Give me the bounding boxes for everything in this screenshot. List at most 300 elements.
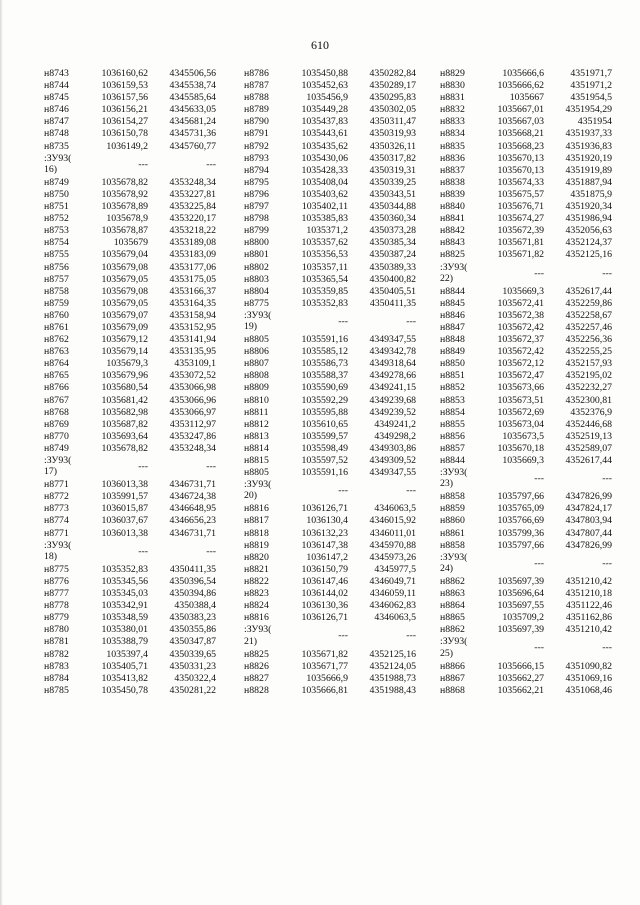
point-id: н8751: [44, 201, 69, 213]
y-coordinate: 4351971,2: [570, 80, 612, 92]
y-coordinate: 4351920,34: [565, 201, 612, 213]
point-id: н8750: [44, 188, 69, 200]
point-id: н8845: [440, 297, 465, 309]
point-id: н8770: [44, 430, 69, 442]
y-coordinate: 4351986,94: [565, 213, 612, 225]
x-coordinate: ---: [138, 158, 148, 170]
x-coordinate: 1035673,51: [497, 394, 544, 406]
y-coordinate: 4352300,81: [565, 394, 612, 406]
point-id: н8842: [440, 225, 465, 237]
y-coordinate: 4350302,05: [369, 104, 416, 116]
y-coordinate: 4345506,56: [169, 68, 216, 79]
y-coordinate: 4349278,66: [369, 370, 416, 382]
x-coordinate: 1035678,87: [101, 225, 148, 237]
x-coordinate: 1035413,82: [101, 672, 148, 684]
y-coordinate: 4353166,37: [169, 285, 216, 297]
y-coordinate: 4353152,95: [169, 321, 216, 333]
x-coordinate: 1035403,62: [301, 188, 348, 200]
x-coordinate: 1035380,01: [101, 624, 148, 636]
x-coordinate: 1035680,54: [101, 382, 148, 394]
point-id: н8766: [44, 382, 69, 394]
x-coordinate: 1035356,53: [301, 249, 348, 261]
y-coordinate: 4350347,87: [169, 636, 216, 648]
y-coordinate: 4349241,15: [369, 382, 416, 394]
x-coordinate: 1035435,62: [301, 140, 348, 152]
x-coordinate: 1036147,2: [306, 551, 348, 563]
x-coordinate: 1035592,29: [301, 394, 348, 406]
y-coordinate: 4351210,42: [565, 624, 612, 636]
x-coordinate: 1035679,96: [101, 370, 148, 382]
x-coordinate: 1036156,21: [101, 104, 148, 116]
point-id: н8806: [244, 346, 269, 358]
x-coordinate: 1035697,39: [497, 624, 544, 636]
y-coordinate: 4351937,33: [565, 128, 612, 140]
y-coordinate: 4347824,17: [565, 503, 612, 515]
point-id: н8809: [244, 382, 269, 394]
point-id: н8805: [244, 467, 269, 479]
x-coordinate: 1035670,18: [497, 442, 544, 454]
point-id: н8860: [440, 515, 465, 527]
point-id: н8757: [44, 273, 69, 285]
point-id: н8825: [440, 249, 465, 261]
point-id: н8790: [244, 116, 269, 128]
x-coordinate: 1036154,27: [101, 116, 148, 128]
x-coordinate: 1035365,54: [301, 273, 348, 285]
x-coordinate: 1035402,11: [301, 201, 348, 213]
y-coordinate: 4349318,64: [369, 358, 416, 370]
point-id: н8849: [440, 346, 465, 358]
x-coordinate: 1035672,37: [497, 334, 544, 346]
point-id: н8815: [244, 455, 269, 466]
x-coordinate: 1035405,71: [101, 660, 148, 672]
x-coordinate: 1035679,12: [101, 334, 148, 346]
page-number: 610: [311, 38, 329, 52]
x-coordinate: 1035679,05: [101, 297, 148, 309]
y-coordinate: 4345585,64: [169, 92, 216, 104]
x-coordinate: 1035599,57: [301, 430, 348, 442]
x-coordinate: 1035673,5: [502, 430, 544, 442]
x-coordinate: 1035449,28: [301, 104, 348, 116]
point-id: н8831: [440, 92, 465, 104]
point-id: н8771: [44, 479, 69, 491]
y-coordinate: 4352257,46: [565, 321, 612, 333]
point-id: н8749: [44, 176, 69, 188]
y-coordinate: 4351954: [577, 116, 612, 128]
y-coordinate: 4352258,67: [565, 309, 612, 321]
y-coordinate: 4350385,34: [369, 237, 416, 249]
point-id: н8853: [440, 394, 465, 406]
x-coordinate: ---: [534, 557, 544, 569]
y-coordinate: 4353248,34: [169, 176, 216, 188]
x-coordinate: 1035681,42: [101, 394, 148, 406]
point-id: н8760: [44, 309, 69, 321]
y-coordinate: 4351887,94: [565, 176, 612, 188]
x-coordinate: 1035359,85: [301, 285, 348, 297]
point-id: н8744: [44, 80, 69, 92]
y-coordinate: 4350400,82: [369, 273, 416, 285]
y-coordinate: ---: [406, 485, 416, 497]
x-coordinate: ---: [138, 545, 148, 557]
x-coordinate: 1035670,13: [497, 164, 544, 176]
x-coordinate: 1035668,21: [497, 128, 544, 140]
x-coordinate: 1035674,27: [497, 213, 544, 225]
point-id: н8784: [44, 672, 69, 684]
x-coordinate: 1036157,56: [101, 92, 148, 104]
y-coordinate: 4346063,5: [374, 503, 416, 515]
y-coordinate: 4353177,06: [169, 261, 216, 273]
parcel-label: :ЗУ93( 20): [244, 479, 272, 502]
y-coordinate: 4350355,86: [169, 624, 216, 636]
x-coordinate: 1036132,23: [301, 527, 348, 539]
x-coordinate: ---: [534, 267, 544, 279]
y-coordinate: 4350282,84: [369, 68, 416, 79]
y-coordinate: 4353066,97: [169, 406, 216, 418]
point-id: н8778: [44, 600, 69, 612]
point-id: н8861: [440, 527, 465, 539]
x-coordinate: 1035667: [509, 92, 544, 104]
point-id: н8828: [244, 684, 269, 696]
y-coordinate: 4349309,52: [369, 455, 416, 466]
point-id: н8810: [244, 394, 269, 406]
point-id: н8811: [244, 406, 269, 418]
y-coordinate: 4352256,36: [565, 334, 612, 346]
y-coordinate: 4353072,52: [169, 370, 216, 382]
y-coordinate: 4350339,65: [169, 648, 216, 660]
point-id: н8772: [44, 491, 69, 503]
point-id: н8795: [244, 176, 269, 188]
y-coordinate: 4346011,01: [369, 527, 416, 539]
x-coordinate: 1035766,69: [497, 515, 544, 527]
x-coordinate: 1036013,38: [101, 479, 148, 491]
y-coordinate: ---: [602, 267, 612, 279]
y-coordinate: 4352259,86: [565, 297, 612, 309]
point-id: н8756: [44, 261, 69, 273]
y-coordinate: 4346063,5: [374, 612, 416, 624]
point-id: н8782: [44, 648, 69, 660]
x-coordinate: 1036130,4: [306, 515, 348, 527]
point-id: н8825: [244, 648, 269, 660]
parcel-label: :ЗУ93( 16): [44, 152, 72, 175]
x-coordinate: 1035675,57: [497, 188, 544, 200]
y-coordinate: ---: [602, 642, 612, 654]
parcel-label: :ЗУ93( 19): [244, 309, 272, 333]
point-id: н8768: [44, 406, 69, 418]
x-coordinate: 1035765,09: [497, 503, 544, 515]
x-coordinate: 1035669,3: [502, 455, 544, 466]
y-coordinate: 4346648,95: [169, 503, 216, 515]
y-coordinate: 4349342,78: [369, 346, 416, 358]
point-id: н8855: [440, 418, 465, 430]
x-coordinate: 1035371,2: [306, 225, 348, 237]
x-coordinate: 1035679,09: [101, 321, 148, 333]
y-coordinate: 4347803,94: [565, 515, 612, 527]
y-coordinate: 4351068,46: [565, 684, 612, 696]
point-id: н8771: [44, 527, 69, 539]
y-coordinate: 4352446,68: [565, 418, 612, 430]
y-coordinate: 4353158,94: [169, 309, 216, 321]
x-coordinate: 1035586,73: [301, 358, 348, 370]
point-id: н8848: [440, 334, 465, 346]
y-coordinate: 4346015,92: [369, 515, 416, 527]
point-id: н8773: [44, 503, 69, 515]
point-id: н8841: [440, 213, 465, 225]
y-coordinate: 4353183,09: [169, 249, 216, 261]
parcel-label: :ЗУ93( 24): [440, 551, 468, 574]
point-id: н8761: [44, 321, 69, 333]
point-id: н8857: [440, 442, 465, 454]
x-coordinate: 1035672,42: [497, 346, 544, 358]
x-coordinate: 1035671,82: [301, 648, 348, 660]
y-coordinate: 4351954,5: [570, 92, 612, 104]
x-coordinate: 1035357,11: [301, 261, 348, 273]
y-coordinate: 4345970,88: [369, 539, 416, 551]
x-coordinate: 1035430,06: [301, 152, 348, 164]
parcel-label: :ЗУ93( 25): [440, 636, 468, 659]
y-coordinate: ---: [206, 545, 216, 557]
y-coordinate: 4346059,11: [369, 588, 416, 600]
x-coordinate: 1035679,08: [101, 261, 148, 273]
y-coordinate: 4350319,93: [369, 128, 416, 140]
point-id: н8788: [244, 92, 269, 104]
y-coordinate: 4347826,99: [565, 539, 612, 551]
x-coordinate: 1035591,16: [301, 334, 348, 346]
y-coordinate: 4347807,44: [565, 527, 612, 539]
x-coordinate: 1035595,88: [301, 406, 348, 418]
point-id: н8862: [440, 624, 465, 636]
y-coordinate: 4352589,07: [565, 442, 612, 454]
x-coordinate: 1035673,04: [497, 418, 544, 430]
point-id: н8804: [244, 285, 269, 297]
y-coordinate: 4352124,05: [369, 660, 416, 672]
point-id: н8813: [244, 430, 269, 442]
y-coordinate: 4353248,34: [169, 442, 216, 454]
x-coordinate: 1035437,83: [301, 116, 348, 128]
point-id: н8759: [44, 297, 69, 309]
point-id: н8767: [44, 394, 69, 406]
point-id: н8807: [244, 358, 269, 370]
x-coordinate: 1036015,87: [101, 503, 148, 515]
point-id: н8817: [244, 515, 269, 527]
point-id: н8847: [440, 321, 465, 333]
parcel-label: :ЗУ93( 18): [44, 539, 72, 562]
y-coordinate: 4353135,95: [169, 346, 216, 358]
point-id: н8863: [440, 588, 465, 600]
y-coordinate: 4351988,73: [369, 672, 416, 684]
y-coordinate: 4353112,97: [169, 418, 216, 430]
point-id: н8856: [440, 430, 465, 442]
x-coordinate: 1035697,39: [497, 575, 544, 587]
y-coordinate: 4350289,17: [369, 80, 416, 92]
y-coordinate: 4350388,4: [174, 600, 216, 612]
x-coordinate: 1036147,38: [301, 539, 348, 551]
y-coordinate: 4351210,42: [565, 575, 612, 587]
x-coordinate: 1035799,36: [497, 527, 544, 539]
y-coordinate: 4350411,35: [369, 297, 416, 309]
point-id: н8865: [440, 612, 465, 624]
y-coordinate: 4349241,2: [374, 418, 416, 430]
point-id: н8858: [440, 539, 465, 551]
point-id: н8840: [440, 201, 465, 213]
x-coordinate: 1035797,66: [497, 539, 544, 551]
x-coordinate: 1035666,9: [306, 672, 348, 684]
y-coordinate: 4353225,84: [169, 201, 216, 213]
x-coordinate: 1035668,23: [497, 140, 544, 152]
y-coordinate: 4349239,52: [369, 406, 416, 418]
point-id: н8816: [244, 612, 269, 624]
point-id: н8850: [440, 358, 465, 370]
y-coordinate: 4351936,83: [565, 140, 612, 152]
y-coordinate: 4346731,71: [169, 527, 216, 539]
y-coordinate: ---: [206, 461, 216, 472]
y-coordinate: 4352157,93: [565, 358, 612, 370]
x-coordinate: 1035671,82: [497, 249, 544, 261]
point-id: н8755: [44, 249, 69, 261]
x-coordinate: ---: [338, 630, 348, 642]
y-coordinate: 4350360,34: [369, 213, 416, 225]
point-id: н8785: [44, 684, 69, 696]
point-id: н8781: [44, 636, 69, 648]
y-coordinate: 4350319,31: [369, 164, 416, 176]
point-id: н8839: [440, 188, 465, 200]
point-id: н8786: [244, 68, 269, 79]
point-id: н8854: [440, 406, 465, 418]
x-coordinate: 1036150,79: [301, 563, 348, 575]
y-coordinate: 4353141,94: [169, 334, 216, 346]
x-coordinate: 1035678,9: [106, 213, 148, 225]
x-coordinate: 1035667,03: [497, 116, 544, 128]
x-coordinate: 1036013,38: [101, 527, 148, 539]
point-id: н8793: [244, 152, 269, 164]
x-coordinate: ---: [338, 315, 348, 327]
x-coordinate: 1036126,71: [301, 612, 348, 624]
x-coordinate: 1035679,07: [101, 309, 148, 321]
parcel-label: :ЗУ93( 23): [440, 467, 468, 490]
y-coordinate: 4349347,55: [369, 467, 416, 479]
y-coordinate: 4345760,77: [169, 140, 216, 152]
point-id: н8812: [244, 418, 269, 430]
point-id: н8802: [244, 261, 269, 273]
y-coordinate: 4350326,11: [369, 140, 416, 152]
x-coordinate: 1035670,13: [497, 152, 544, 164]
x-coordinate: 1035666,81: [301, 684, 348, 696]
x-coordinate: 1035408,04: [301, 176, 348, 188]
point-id: н8808: [244, 370, 269, 382]
x-coordinate: 1035672,38: [497, 309, 544, 321]
x-coordinate: ---: [534, 473, 544, 485]
x-coordinate: 1035348,59: [101, 612, 148, 624]
x-coordinate: 1035666,15: [497, 660, 544, 672]
x-coordinate: 1035610,65: [301, 418, 348, 430]
y-coordinate: 4351875,9: [570, 188, 612, 200]
x-coordinate: 1035676,71: [497, 201, 544, 213]
x-coordinate: 1035678,82: [101, 442, 148, 454]
x-coordinate: 1035679: [113, 237, 148, 249]
point-id: н8743: [44, 68, 69, 79]
point-id: н8780: [44, 624, 69, 636]
y-coordinate: 4350387,24: [369, 249, 416, 261]
point-id: н8792: [244, 140, 269, 152]
x-coordinate: 1035352,83: [101, 563, 148, 575]
point-id: н8775: [244, 297, 269, 309]
point-id: н8776: [44, 575, 69, 587]
y-coordinate: 4352519,13: [565, 430, 612, 442]
point-id: н8859: [440, 503, 465, 515]
point-id: н8852: [440, 382, 465, 394]
point-id: н8783: [44, 660, 69, 672]
y-coordinate: 4352125,16: [369, 648, 416, 660]
x-coordinate: 1035588,37: [301, 370, 348, 382]
x-coordinate: 1035669,3: [502, 285, 544, 297]
x-coordinate: 1035679,08: [101, 285, 148, 297]
point-id: н8746: [44, 104, 69, 116]
y-coordinate: 4352617,44: [565, 285, 612, 297]
y-coordinate: 4349347,55: [369, 334, 416, 346]
x-coordinate: 1036147,46: [301, 575, 348, 587]
point-id: н8821: [244, 563, 269, 575]
y-coordinate: 4349239,68: [369, 394, 416, 406]
x-coordinate: 1035687,82: [101, 418, 148, 430]
y-coordinate: 4351988,43: [369, 684, 416, 696]
parcel-label: :ЗУ93( 21): [244, 624, 272, 647]
y-coordinate: 4350317,82: [369, 152, 416, 164]
x-coordinate: 1035352,83: [301, 297, 348, 309]
x-coordinate: 1035682,98: [101, 406, 148, 418]
y-coordinate: 4352232,27: [565, 382, 612, 394]
x-coordinate: 1035672,41: [497, 297, 544, 309]
x-coordinate: 1036150,78: [101, 128, 148, 140]
x-coordinate: 1035598,49: [301, 442, 348, 454]
point-id: н8765: [44, 370, 69, 382]
point-id: н8834: [440, 128, 465, 140]
y-coordinate: ---: [602, 473, 612, 485]
point-id: н8769: [44, 418, 69, 430]
x-coordinate: 1035679,04: [101, 249, 148, 261]
point-id: н8832: [440, 104, 465, 116]
point-id: н8749: [44, 442, 69, 454]
x-coordinate: 1035450,78: [101, 684, 148, 696]
y-coordinate: 4351920,19: [565, 152, 612, 164]
point-id: н8822: [244, 575, 269, 587]
x-coordinate: 1035672,39: [497, 225, 544, 237]
x-coordinate: 1035597,52: [301, 455, 348, 466]
y-coordinate: 4350281,22: [169, 684, 216, 696]
y-coordinate: ---: [206, 158, 216, 170]
point-id: н8800: [244, 237, 269, 249]
y-coordinate: 4346062,83: [369, 600, 416, 612]
point-id: н8816: [244, 503, 269, 515]
point-id: н8827: [244, 672, 269, 684]
point-id: н8846: [440, 309, 465, 321]
point-id: н8762: [44, 334, 69, 346]
x-coordinate: 1036159,53: [101, 80, 148, 92]
point-id: н8789: [244, 104, 269, 116]
point-id: н8837: [440, 164, 465, 176]
y-coordinate: 4353227,81: [169, 188, 216, 200]
y-coordinate: 4353066,96: [169, 394, 216, 406]
point-id: н8805: [244, 334, 269, 346]
point-id: н8833: [440, 116, 465, 128]
x-coordinate: 1035666,62: [497, 80, 544, 92]
y-coordinate: 4351090,82: [565, 660, 612, 672]
y-coordinate: ---: [602, 557, 612, 569]
x-coordinate: 1035450,88: [301, 68, 348, 79]
x-coordinate: 1035428,33: [301, 164, 348, 176]
y-coordinate: 4345731,36: [169, 128, 216, 140]
x-coordinate: 1035678,82: [101, 176, 148, 188]
parcel-label: :ЗУ93( 22): [440, 261, 468, 284]
x-coordinate: 1035662,27: [497, 672, 544, 684]
y-coordinate: 4353218,22: [169, 225, 216, 237]
